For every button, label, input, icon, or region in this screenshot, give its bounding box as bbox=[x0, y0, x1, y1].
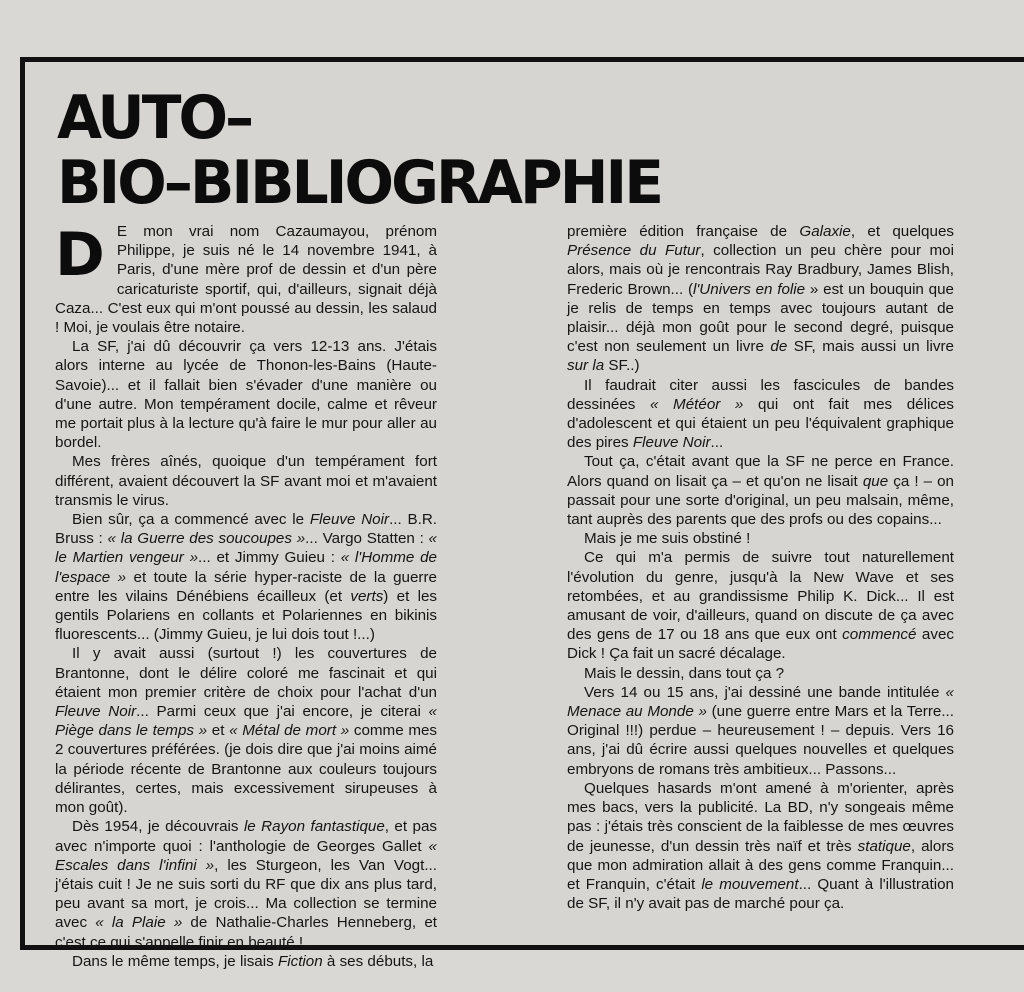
italic-text: de bbox=[770, 338, 788, 356]
text-run: , collection un peu chère pour moi alors, mais où je rencontrais Ray Bradbury, James Blish, Frederic Brown... ( bbox=[567, 242, 954, 298]
paragraph bbox=[55, 510, 437, 644]
right-column bbox=[567, 222, 954, 913]
text-run: , et pas avec n'importe quoi : l'anthologie de Georges Gallet bbox=[55, 818, 437, 855]
italic-text: « la Guerre des soucoupes » bbox=[107, 530, 306, 548]
text-run: (une guerre entre Mars et la Terre... Original !!!) perdue – heureusement ! – depuis. Vers 16 ans, j'ai dû écrire aussi quelques nouvelles et quelques embryons de romans très ambitieux... Passons... bbox=[567, 703, 954, 778]
paragraph bbox=[567, 222, 954, 376]
text-run: ... bbox=[710, 434, 724, 452]
text-run: Tout ça, c'était avant que la SF ne perce en France. Alors quand on lisait ça – et qu'on ne lisait bbox=[567, 453, 954, 490]
italic-text: « Piège dans le temps » bbox=[55, 703, 437, 740]
text-run: ... et Jimmy Guieu : bbox=[198, 549, 341, 567]
text-run: comme mes 2 couvertures préférées. (je dois dire que j'ai moins aimé la période récente de Brantonne aux couleurs toujours délirantes, certes, mais excessivement sirupeuses à mon goût). bbox=[55, 722, 438, 817]
paragraph bbox=[55, 952, 437, 971]
italic-text: statique bbox=[857, 837, 911, 855]
text-run: Mais je me suis obstiné ! bbox=[584, 530, 751, 548]
italic-text: « Escales dans l'infini » bbox=[55, 837, 437, 874]
italic-text: Galaxie bbox=[799, 223, 851, 240]
title-line-1: AUTO– bbox=[57, 83, 252, 153]
text-run: Mes frères aînés, quoique d'un tempérament fort différent, avaient découvert la SF avant moi et m'avaient transmis le virus. bbox=[55, 453, 437, 509]
italic-text: Fleuve Noir bbox=[55, 703, 137, 721]
text-run: qui ont fait mes délices d'adolescent et qui étaient un peu l'équivalent graphique des pires bbox=[567, 395, 954, 452]
text-run: ... Parmi ceux que j'ai encore, je citerai bbox=[136, 703, 429, 721]
text-run: avec Dick ! Ça fait un sacré décalage. bbox=[567, 626, 954, 663]
text-run: de Nathalie-Charles Henneberg, et c'est ce qui s'appelle finir en beauté !... bbox=[55, 914, 437, 951]
italic-text: commencé bbox=[842, 626, 917, 644]
text-run: Vers 14 ou 15 ans, j'ai dessiné une bande intitulée bbox=[584, 683, 946, 701]
text-run: , et quelques bbox=[850, 223, 954, 240]
text-run: SF..) bbox=[604, 357, 640, 375]
italic-text: « Météor » bbox=[650, 395, 744, 413]
italic-text: Présence du Futur bbox=[567, 242, 701, 260]
text-run: et bbox=[207, 722, 230, 740]
text-run: Ce qui m'a permis de suivre tout naturellement l'évolution du genre, jusqu'à la New Wave et ses retombées, et au grandissisme Philip K. Dick... Il est amusant de voir, d'ailleurs, quand on discute de ça avec des gens de 17 ou 18 ans que eux ont bbox=[567, 549, 954, 644]
paragraph bbox=[55, 452, 437, 510]
italic-text: « l'Homme de l'espace » bbox=[55, 549, 438, 586]
paragraph bbox=[55, 817, 437, 951]
text-run: ) et les gentils Polariens en collants et Polariennes en bikinis fluorescents... (Jimmy Guieu, je lui dois tout !...) bbox=[55, 587, 437, 644]
text-run: Bien sûr, ça a commencé avec le bbox=[72, 511, 310, 529]
paragraph bbox=[567, 452, 954, 529]
article-title bbox=[57, 83, 662, 218]
italic-text: Fleuve Noir bbox=[309, 511, 390, 529]
text-run: La SF, j'ai dû découvrir ça vers 12-13 ans. J'étais alors interne au lycée de Thonon-les-Bains (Haute-Savoie)... et il fallait bien s'évader d'une manière ou d'une autre. Mon tempérament docile, calme et rêveur me portait plus à la lecture qu'à faire le mur pour aller au bordel. bbox=[55, 338, 437, 452]
italic-text: sur la bbox=[567, 357, 605, 375]
text-run: » est un bouquin que je relis de temps en temps avec toujours autant de plaisir... déjà mon goût pour le second degré, puisque c'est non seulement un livre bbox=[567, 280, 955, 356]
italic-text: le Rayon fantastique bbox=[243, 818, 385, 836]
text-run: Dans le même temps, je lisais bbox=[72, 952, 278, 970]
text-run: Mais le dessin, dans tout ça ? bbox=[584, 664, 785, 682]
italic-text: verts bbox=[350, 587, 384, 605]
italic-text: Fiction bbox=[277, 952, 323, 970]
paragraph bbox=[567, 664, 954, 683]
paragraph bbox=[567, 779, 954, 913]
text-run: SF, mais aussi un livre bbox=[787, 338, 954, 356]
paragraph bbox=[567, 683, 954, 779]
text-run: , alors que mon admiration allait à des gens comme Franquin... et Franquin, c'était bbox=[567, 837, 954, 893]
italic-text: Fleuve Noir bbox=[632, 434, 711, 452]
text-run: à ses débuts, la bbox=[322, 952, 434, 970]
italic-text: « Menace au Monde » bbox=[567, 683, 954, 721]
paragraph bbox=[567, 529, 954, 548]
paragraph bbox=[55, 337, 437, 452]
text-run: première édition française de bbox=[567, 223, 800, 240]
text-run: et toute la série hyper-raciste de la guerre entre les vilains Dénébiens écailleux (et bbox=[55, 568, 437, 605]
text-run: ... B.R. Bruss : bbox=[55, 511, 438, 548]
text-run: , les Sturgeon, les Van Vogt... j'étais cuit ! Je ne suis sorti du RF que dix ans plus tard, peu avant sa mort, je crois... Ma collection se termine avec bbox=[55, 856, 437, 932]
text-run: Quelques hasards m'ont amené à m'orienter, après mes bacs, vers la publicité. La BD, n'y songeais même pas : j'étais très conscient de la faiblesse de mes œuvres de jeunesse, d'un dessin très naïf et très bbox=[567, 779, 954, 855]
italic-text: le mouvement bbox=[701, 875, 799, 893]
italic-text: que bbox=[862, 472, 889, 490]
drop-cap: D bbox=[55, 220, 105, 290]
italic-text: l'Univers en folie bbox=[693, 280, 806, 298]
text-run: ça ! – on passait pour une sorte d'original, un peu malsain, même, tant auprès des parents que des profs ou des copains... bbox=[567, 472, 955, 529]
italic-text: « le Martien vengeur » bbox=[55, 530, 437, 567]
text-run: ... Vargo Statten : bbox=[305, 530, 429, 548]
paragraph bbox=[567, 548, 954, 663]
italic-text: « la Plaie » bbox=[95, 914, 183, 932]
paragraph bbox=[567, 376, 954, 453]
left-column bbox=[55, 222, 437, 971]
italic-text: « Métal de mort » bbox=[229, 722, 350, 740]
text-run: ... Quant à l'illustration de SF, il n'y avait pas de marché pour ça. bbox=[567, 875, 954, 913]
title-line-2: BIO–BIBLIOGRAPHIE bbox=[57, 148, 662, 218]
text-run: Il faudrait citer aussi les fascicules de bandes dessinées bbox=[567, 376, 954, 413]
paragraph bbox=[55, 222, 437, 337]
text-run: E mon vrai nom Cazaumayou, prénom Philippe, je suis né le 14 novembre 1941, à Paris, d'une mère prof de dessin et d'un père caricaturiste sportif, qui, d'ailleurs, signait déjà Caza... C'est eux qui m'ont poussé au dessin, les salaud ! Moi, je voulais être notaire. bbox=[55, 223, 437, 337]
text-run: Il y avait aussi (surtout !) les couvertures de Brantonne, dont le délire coloré me fascinait et qui étaient mon premier critère de choix pour l'achat d'un bbox=[55, 645, 437, 701]
text-run: Dès 1954, je découvrais bbox=[72, 818, 244, 836]
paragraph bbox=[55, 644, 437, 817]
